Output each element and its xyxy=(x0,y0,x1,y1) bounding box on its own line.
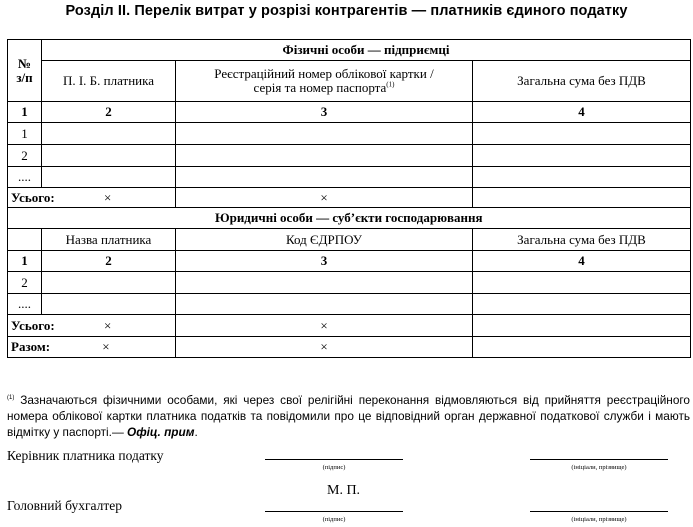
sum-cell[interactable] xyxy=(473,167,691,188)
total-label: Усього: xyxy=(11,189,55,205)
sum-cell[interactable] xyxy=(473,123,691,145)
grand-total-cell xyxy=(8,337,176,358)
head-name-caption: (ініціали, прізвище) xyxy=(571,464,627,471)
num-header: № xyxy=(17,55,32,71)
row-number: 1 xyxy=(8,123,42,145)
col-number-row xyxy=(8,102,691,123)
col-number: 2 xyxy=(42,102,176,123)
accountant-signature-caption: (підпис) xyxy=(322,516,346,523)
col-header-code: Код ЄДРПОУ xyxy=(176,229,473,251)
sum-cell[interactable] xyxy=(473,294,691,315)
total-label: Усього: xyxy=(11,317,55,333)
row-number: .... xyxy=(8,294,42,315)
expenses-table xyxy=(7,39,691,358)
total-cell xyxy=(8,188,176,208)
total-sum-cell[interactable] xyxy=(473,315,691,337)
footnote-ref-mark: (1) xyxy=(386,80,395,89)
section1-heading: Фізичні особи — підприємці xyxy=(42,40,691,61)
col-header-name: П. І. Б. платника xyxy=(42,61,176,102)
footnote-ref: (1) xyxy=(7,395,15,402)
head-signature-line[interactable] xyxy=(265,459,403,460)
not-applicable-mark: × xyxy=(103,189,112,205)
num-header-cell xyxy=(8,40,42,102)
table-row xyxy=(8,145,691,167)
empty-header-cell xyxy=(8,229,42,251)
accountant-signature-label: Головний бухгалтер xyxy=(7,498,122,513)
head-signature-caption: (підпис) xyxy=(322,464,346,471)
not-applicable-mark: × xyxy=(102,339,110,354)
not-applicable-mark: × xyxy=(103,317,112,333)
col-number: 3 xyxy=(176,102,473,123)
payer-name-cell[interactable] xyxy=(42,272,176,294)
grand-total-row xyxy=(8,337,691,358)
not-applicable-mark: × xyxy=(176,188,473,208)
col-header-reg xyxy=(176,61,473,102)
grand-total-sum-cell[interactable] xyxy=(473,337,691,358)
payer-name-cell[interactable] xyxy=(42,167,176,188)
payer-name-cell[interactable] xyxy=(42,145,176,167)
edrpou-cell[interactable] xyxy=(176,272,473,294)
footnote-note: Офіц. прим xyxy=(127,425,195,439)
col-header-reg-line1: Реєстраційний номер облікової картки / xyxy=(214,66,434,81)
reg-number-cell[interactable] xyxy=(176,123,473,145)
sum-cell[interactable] xyxy=(473,272,691,294)
sum-cell[interactable] xyxy=(473,145,691,167)
row-number: .... xyxy=(8,167,42,188)
row-number: 2 xyxy=(8,272,42,294)
col-number: 3 xyxy=(176,251,473,272)
total-cell xyxy=(8,315,176,337)
not-applicable-mark: × xyxy=(176,337,473,358)
stamp-place: М. П. xyxy=(327,483,361,498)
accountant-signature-line[interactable] xyxy=(265,511,403,512)
edrpou-cell[interactable] xyxy=(176,294,473,315)
reg-number-cell[interactable] xyxy=(176,145,473,167)
col-header-reg-line2: серія та номер паспорта xyxy=(253,80,387,95)
col-number: 1 xyxy=(8,251,42,272)
section2-heading-spacer xyxy=(8,208,42,229)
col-number-row xyxy=(8,251,691,272)
row-number: 2 xyxy=(8,145,42,167)
reg-number-cell[interactable] xyxy=(176,167,473,188)
table-row xyxy=(8,167,691,188)
total-row xyxy=(8,315,691,337)
num-header-sub: з/п xyxy=(16,69,33,85)
table-row xyxy=(8,272,691,294)
grand-total-label: Разом: xyxy=(11,339,51,354)
col-number: 4 xyxy=(473,251,691,272)
payer-name-cell[interactable] xyxy=(42,294,176,315)
col-number: 2 xyxy=(42,251,176,272)
table-row xyxy=(8,294,691,315)
col-header-sum: Загальна сума без ПДВ xyxy=(473,61,691,102)
col-number: 1 xyxy=(8,102,42,123)
footnote xyxy=(7,392,690,440)
col-header-sum: Загальна сума без ПДВ xyxy=(473,229,691,251)
payer-name-cell[interactable] xyxy=(42,123,176,145)
footnote-end: . xyxy=(194,425,198,439)
col-header-name: Назва платника xyxy=(42,229,176,251)
footnote-text: Зазначаються фізичними особами, які через свої релігійні переконання відмовляються від прийняття реєстраційного номера облікової картки платника податків та повідомили про це відповідний орган державної податкової служби і мають відмітку у паспорті.— xyxy=(7,393,690,439)
section-title: Розділ ІІ. Перелік витрат у розрізі контрагентів — платників єдиного податку xyxy=(65,3,628,19)
accountant-name-caption: (ініціали, прізвище) xyxy=(571,516,627,523)
head-signature-label: Керівник платника податку xyxy=(7,448,164,463)
accountant-name-line[interactable] xyxy=(530,511,668,512)
section2-heading: Юридичні особи — суб’єкти господарювання xyxy=(42,208,691,229)
total-sum-cell[interactable] xyxy=(473,188,691,208)
head-name-line[interactable] xyxy=(530,459,668,460)
not-applicable-mark: × xyxy=(176,315,473,337)
table-row xyxy=(8,123,691,145)
total-row xyxy=(8,188,691,208)
col-number: 4 xyxy=(473,102,691,123)
